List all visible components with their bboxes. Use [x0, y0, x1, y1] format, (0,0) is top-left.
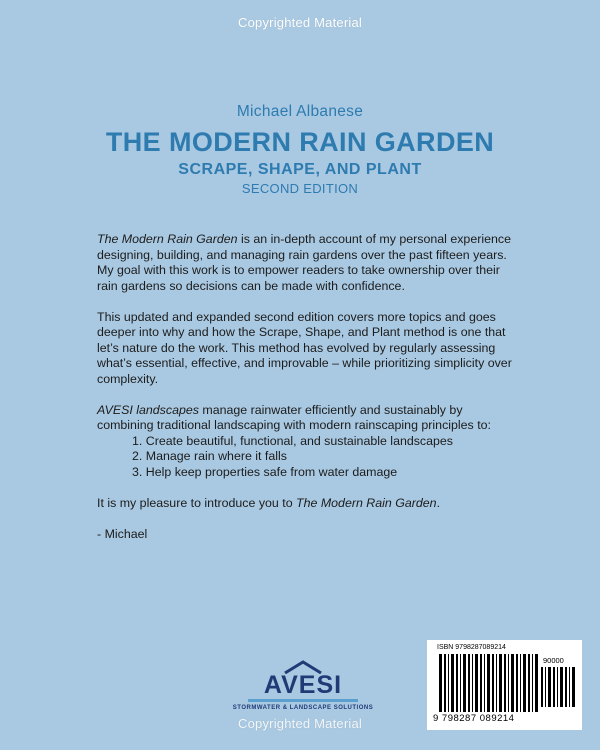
- title-block: [0, 103, 600, 196]
- book-title-italic: The Modern Rain Garden: [296, 495, 437, 510]
- isbn-label: ISBN 9798287089214: [437, 644, 506, 651]
- price-barcode-icon: [541, 667, 577, 709]
- intro-text: It is my pleasure to introduce you to: [97, 495, 297, 510]
- isbn-barcode: [427, 640, 582, 730]
- signoff: - Michael: [97, 526, 148, 541]
- book-subtitle: SCRAPE, SHAPE, AND PLANT: [178, 161, 422, 178]
- paragraph-intro-text: is an in-depth account of my personal experience designing, building, and managing rain gardens over the past fifteen years. My goal with this work is to empower readers to take ownership over their rain gardens so decisions can be made with confidence.: [97, 232, 511, 293]
- book-title-italic: The Modern Rain Garden: [97, 232, 238, 246]
- paragraph-introduction: [97, 496, 517, 512]
- copyright-watermark-top: Copyrighted Material: [238, 15, 362, 30]
- copyright-watermark-bottom: Copyrighted Material: [238, 716, 362, 731]
- book-title: THE MODERN RAIN GARDEN: [105, 127, 495, 157]
- paragraph-avesi: [97, 403, 517, 434]
- intro-period: .: [436, 495, 441, 510]
- barcode-bars-icon: [439, 654, 539, 714]
- list-item: 1. Create beautiful, functional, and sustainable landscapes: [132, 433, 453, 448]
- author-name: Michael Albanese: [236, 103, 364, 120]
- logo-wordmark: AVESI: [263, 671, 343, 699]
- avesi-logo: [228, 660, 378, 711]
- avesi-landscapes-italic: AVESI landscapes: [97, 402, 199, 417]
- list-item: 3. Help keep properties safe from water damage: [132, 464, 398, 479]
- edition-label: SECOND EDITION: [241, 181, 359, 196]
- list-item: 2. Manage rain where it falls: [132, 449, 287, 463]
- logo-tagline: STORMWATER & LANDSCAPE SOLUTIONS: [232, 705, 374, 711]
- price-code: 90000: [543, 656, 564, 665]
- benefits-list: [97, 434, 517, 481]
- paragraph-edition: This updated and expanded second edition covers more topics and goes deeper into why and how the Scrape, Shape, and Plant method is one that let’s nature do the work. This method has evolved by regularly assessing what’s essential, effective, and improvable – while prioritizing simplicity over complexity.: [97, 309, 512, 386]
- barcode-digits: 9 798287 089214: [433, 713, 515, 724]
- paragraph-avesi-text: manage rainwater efficiently and sustainably by combining traditional landscaping with modern rainscaping principles to:: [97, 402, 491, 432]
- paragraph-intro: [97, 232, 517, 294]
- back-cover-blurb: [97, 232, 517, 558]
